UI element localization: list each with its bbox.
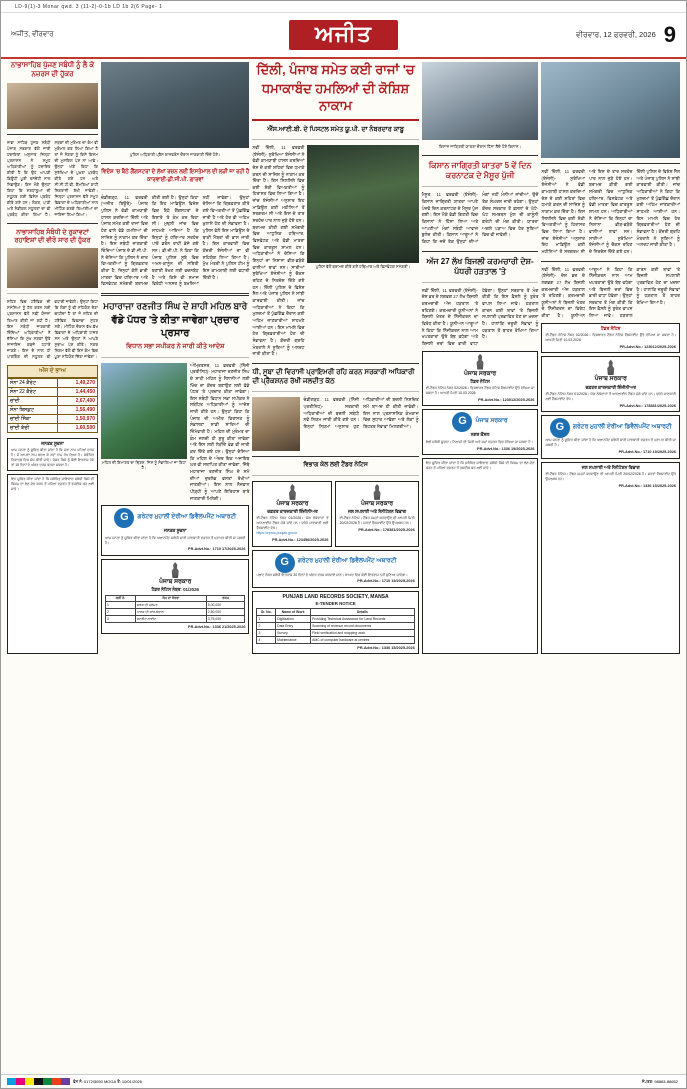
table-row (8, 396, 98, 405)
ad-col5-1-body: ਈ-ਟੈਂਡਰ ਨੋਟਿਸ ਨੰਬਰ 02/2026। ਵਿਸਥਾਰਤ ਟੈਂਡਰ ਨੋਟਿਸ ਵੈੱਬਸਾਈਟ ਉਤੇ ਵੇਖਿਆ ਜਾ ਸਕਦਾ ਹੈ। ਆਖਰੀ ਮਿਤੀ 10.03.2026 (545, 333, 676, 343)
ad-col5-gmada (541, 415, 680, 458)
ad-col5-1-ref: PR-Advt.No.: 123012/2025-2026 (619, 344, 676, 349)
gold-label: ਸੋਨਾ 24 ਕੈਰੇਟ (8, 378, 58, 387)
ad-a7-title: ਪੰਜਾਬ ਸਰਕਾਰ (475, 418, 508, 425)
col3-body-left: ਨਵੀਂ ਦਿੱਲੀ, 11 ਫਰਵਰੀ (ਏਜੰਸੀ)- ਸੁਰੱਖਿਆ ਏਜੰਸੀਆਂ ਨੇ ਵੱਡੀ ਕਾਮਯਾਬੀ ਹਾਸਲ ਕਰਦਿਆਂ ਦੇਸ਼ ਦੇ ਕਈ ਸ਼ਹਿਰਾਂ ਵਿਚ ਧਮਾਕੇ ਕਰਨ ਦੀ ਸਾਜ਼ਿਸ਼ ਨੂੰ ਨਾਕਾਮ ਕਰ ਦਿੱਤਾ ਹੈ। ਇਸ ਸਿਲਸਿਲੇ ਵਿਚ ਕਈ ਸ਼ੱਕੀ ਵਿਅਕਤੀਆਂ ਨੂੰ ਹਿਰਾਸਤ ਵਿਚ ਲਿਆ ਗਿਆ ਹੈ। ਜਾਂਚ ਏਜੰਸੀਆਂ ਅਨੁਸਾਰ ਇਹ ਮਾਡਿਊਲ ਕਈ ਮਹੀਨਿਆਂ ਤੋਂ ਸਰਗਰਮ ਸੀ ਅਤੇ ਇਸ ਦੇ ਤਾਰ ਸਰਹੱਦ ਪਾਰ ਨਾਲ ਜੁੜੇ ਹੋਏ ਹਨ। ਬਰਾਮਦ ਕੀਤੀ ਗਈ ਸਮੱਗਰੀ ਵਿਚ ਆਧੁਨਿਕ ਹਥਿਆਰ, ਵਿਸਫੋਟਕ ਅਤੇ ਵੱਡੀ ਮਾਤਰਾ ਵਿਚ ਕਾਰਤੂਸ ਸ਼ਾਮਲ ਹਨ। ਅਧਿਕਾਰੀਆਂ ਨੇ ਦੱਸਿਆ ਕਿ ਇਨ੍ਹਾਂ ਦਾ ਨਿਸ਼ਾਨਾ ਭੀੜ-ਭੜੱਕੇ ਵਾਲੀਆਂ ਥਾਵਾਂ ਸਨ। ਸਾਰੀਆਂ ਸੁਰੱਖਿਆ ਏਜੰਸੀਆਂ ਨੂੰ ਚੌਕਸ ਰਹਿਣ ਦੇ ਨਿਰਦੇਸ਼ ਦਿੱਤੇ ਗਏ ਹਨ। ਦਿੱਲੀ ਪੁਲਿਸ ਦੇ ਵਿਸ਼ੇਸ਼ ਸੈੱਲ ਅਤੇ ਪੰਜਾਬ ਪੁਲਿਸ ਨੇ ਸਾਂਝੀ ਕਾਰਵਾਈ ਕੀਤੀ। ਜਾਂਚ ਅਧਿਕਾਰੀਆਂ ਨੇ ਕਿਹਾ ਕਿ ਮੁਲਜ਼ਮਾਂ ਤੋਂ ਪੁੱਛਗਿੱਛ ਦੌਰਾਨ ਕਈ ਅਹਿਮ ਜਾਣਕਾਰੀਆਂ ਸਾਹਮਣੇ ਆਈਆਂ ਹਨ। ਇਸ ਮਾਮਲੇ ਵਿਚ ਹੋਰ ਗ੍ਰਿਫ਼ਤਾਰੀਆਂ ਹੋਣ ਦੀ ਸੰਭਾਵਨਾ ਹੈ। ਕੇਂਦਰੀ ਗ੍ਰਹਿ ਮੰਤਰਾਲੇ ਨੇ ਸੂਬਿਆਂ ਨੂੰ ਅਲਰਟ ਜਾਰੀ ਕੀਤਾ ਹੈ। (252, 144, 305, 357)
ad-a5-table (256, 608, 414, 644)
masthead-center (181, 20, 506, 50)
ad-col5-bottom-body: ਈ-ਟੈਂਡਰ ਨੋਟਿਸ। ਟੈਂਡਰ ਜਮ੍ਹਾਂ ਕਰਵਾਉਣ ਦੀ ਆਖਰੀ ਮਿਤੀ 20/02/2026 ਹੈ। ਸ਼ਰਤਾਂ ਵੈੱਬਸਾਈਟ ਉਤੇ ਉਪਲਬਧ ਹਨ। (545, 471, 676, 481)
footer-phone: ਸੰਪਰਕ: 98883-88652 (641, 1079, 678, 1084)
national-emblem-icon (604, 359, 618, 375)
cell: AMC of computer hardware at centres (311, 637, 415, 644)
ad-a8-table (105, 595, 245, 624)
national-emblem-icon (473, 354, 487, 370)
ad-gmada-1 (101, 505, 249, 556)
ad-tender-a7 (422, 409, 539, 455)
table-row (8, 414, 98, 423)
ad-a2-ref: PR-Advt.No.: 178381/2025-2026 (358, 528, 415, 533)
ad-gmada-1-sub: ਜਨਤਕ ਸੂਚਨਾ (163, 528, 187, 534)
table-row (257, 623, 414, 630)
col1-public-notice-ad (7, 438, 98, 471)
national-emblem-icon (168, 562, 182, 578)
col1-classified-block (7, 474, 98, 655)
date-line: ਵੀਰਵਾਰ, 12 ਫਰਵਰੀ, 2026 (576, 30, 656, 39)
gold-label: ਚਾਂਦੀ ਸਿੱਕਾ (8, 414, 58, 423)
ad-a1-body: ਈ-ਟੈਂਡਰ ਨੋਟਿਸ ਨੰਬਰ 01/2026। ਯੋਗ ਠੇਕੇਦਾਰਾਂ ਤੋਂ ਆਨਲਾਈਨ ਟੈਂਡਰ ਮੰਗੇ ਜਾਂਦੇ ਹਨ। ਵਧੇਰੇ ਜਾਣਕਾਰੀ ਲਈ ਵੈੱਬਸਾਈਟ ਵੇਖੋ। (256, 516, 329, 531)
cell: Maintenance (276, 637, 311, 644)
col4-headline-1: ਕਿਸਾਨ ਜਾਗ੍ਰਿਤੀ ਯਾਤਰਾ 5 ਵੇਂ ਦਿਨ ਕਰਨਾਟਕ ਦੇ ਮੈਸੂਰ ਪੁੱਜੀ (428, 161, 532, 181)
ad-punjab-govt-tender-a8 (101, 559, 249, 634)
table-row (106, 609, 245, 616)
col4-photo-caption: ਕਿਸਾਨ ਜਾਗ੍ਰਿਤੀ ਯਾਤਰਾ ਦੌਰਾਨ ਹਿੱਸਾ ਲੈਂਦੇ ਹੋਏ ਕਿਸਾਨ। (438, 144, 522, 149)
ad-a5-sub: E-TENDER NOTICE (315, 600, 356, 606)
footer-text: ਫੋਨ ਨੰ: 0172/5050 MOGA ਤੋਂ: 10/01/2026 (73, 1079, 142, 1084)
notice-text: ਆਮ ਜਨਤਾ ਨੂੰ ਸੂਚਿਤ ਕੀਤਾ ਜਾਂਦਾ ਹੈ ਕਿ ਮੇਰਾ ਨਾਮ ਪਹਿਲਾਂ ਦਰਜ ਹੈ। ਮੈਂ ਆਪਣਾ ਨਾਮ ਬਦਲ ਕੇ ਨਵਾਂ ਨਾਮ ਰੱਖ ਲਿਆ ਹੈ। ਸਬੰਧਿਤ ਰਿਕਾਰਡ ਵਿਚ ਸੋਧ ਕੀਤੀ ਜਾਵੇ। ਜੇਕਰ ਕਿਸੇ ਨੂੰ ਕੋਈ ਇਤਰਾਜ਼ ਹੋਵੇ ਤਾਂ 15 ਦਿਨਾਂ ਦੇ ਅੰਦਰ ਦਰਜ ਕਰਵਾ ਸਕਦਾ ਹੈ। (11, 448, 95, 467)
cell: 3 (106, 616, 136, 623)
masthead-right (506, 22, 676, 48)
col5-body-1: ਨਵੀਂ ਦਿੱਲੀ, 11 ਫਰਵਰੀ (ਏਜੰਸੀ)- ਸੁਰੱਖਿਆ ਏਜੰਸੀਆਂ ਨੇ ਵੱਡੀ ਕਾਮਯਾਬੀ ਹਾਸਲ ਕਰਦਿਆਂ ਦੇਸ਼ ਦੇ ਕਈ ਸ਼ਹਿਰਾਂ ਵਿਚ ਧਮਾਕੇ ਕਰਨ ਦੀ ਸਾਜ਼ਿਸ਼ ਨੂੰ ਨਾਕਾਮ ਕਰ ਦਿੱਤਾ ਹੈ। ਇਸ ਸਿਲਸਿਲੇ ਵਿਚ ਕਈ ਸ਼ੱਕੀ ਵਿਅਕਤੀਆਂ ਨੂੰ ਹਿਰਾਸਤ ਵਿਚ ਲਿਆ ਗਿਆ ਹੈ। ਜਾਂਚ ਏਜੰਸੀਆਂ ਅਨੁਸਾਰ ਇਹ ਮਾਡਿਊਲ ਕਈ ਮਹੀਨਿਆਂ ਤੋਂ ਸਰਗਰਮ ਸੀ ਅਤੇ ਇਸ ਦੇ ਤਾਰ ਸਰਹੱਦ ਪਾਰ ਨਾਲ ਜੁੜੇ ਹੋਏ ਹਨ। ਬਰਾਮਦ ਕੀਤੀ ਗਈ ਸਮੱਗਰੀ ਵਿਚ ਆਧੁਨਿਕ ਹਥਿਆਰ, ਵਿਸਫੋਟਕ ਅਤੇ ਵੱਡੀ ਮਾਤਰਾ ਵਿਚ ਕਾਰਤੂਸ ਸ਼ਾਮਲ ਹਨ। ਅਧਿਕਾਰੀਆਂ ਨੇ ਦੱਸਿਆ ਕਿ ਇਨ੍ਹਾਂ ਦਾ ਨਿਸ਼ਾਨਾ ਭੀੜ-ਭੜੱਕੇ ਵਾਲੀਆਂ ਥਾਵਾਂ ਸਨ। ਸਾਰੀਆਂ ਸੁਰੱਖਿਆ ਏਜੰਸੀਆਂ ਨੂੰ ਚੌਕਸ ਰਹਿਣ ਦੇ ਨਿਰਦੇਸ਼ ਦਿੱਤੇ ਗਏ ਹਨ। ਦਿੱਲੀ ਪੁਲਿਸ ਦੇ ਵਿਸ਼ੇਸ਼ ਸੈੱਲ ਅਤੇ ਪੰਜਾਬ ਪੁਲਿਸ ਨੇ ਸਾਂਝੀ ਕਾਰਵਾਈ ਕੀਤੀ। ਜਾਂਚ ਅਧਿਕਾਰੀਆਂ ਨੇ ਕਿਹਾ ਕਿ ਮੁਲਜ਼ਮਾਂ ਤੋਂ ਪੁੱਛਗਿੱਛ ਦੌਰਾਨ ਕਈ ਅਹਿਮ ਜਾਣਕਾਰੀਆਂ ਸਾਹਮਣੇ ਆਈਆਂ ਹਨ। ਇਸ ਮਾਮਲੇ ਵਿਚ ਹੋਰ ਗ੍ਰਿਫ਼ਤਾਰੀਆਂ ਹੋਣ ਦੀ ਸੰਭਾਵਨਾ ਹੈ। ਕੇਂਦਰੀ ਗ੍ਰਹਿ ਮੰਤਰਾਲੇ ਨੇ ਸੂਬਿਆਂ ਨੂੰ ਅਲਰਟ ਜਾਰੀ ਕੀਤਾ ਹੈ। (541, 169, 680, 254)
cell: Scanning of revenue record documents (311, 623, 415, 630)
gold-value: 1,50,970 (58, 414, 98, 423)
table-row (8, 405, 98, 414)
gold-value: 1,49,270 (58, 378, 98, 387)
col2-photo-caption: ਪੁਲਿਸ ਅਧਿਕਾਰੀ ਪ੍ਰੈਸ ਕਾਨਫਰੰਸ ਦੌਰਾਨ ਜਾਣਕਾਰੀ ਦਿੰਦੇ ਹੋਏ। (129, 152, 221, 157)
gold-label: ਸੋਨਾ ਬਿਸਕੁਟ (8, 405, 58, 414)
col2-headline-2a: ਮਹਾਰਾਜਾ ਰਣਜੀਤ ਸਿੰਘ ਦੇ ਸ਼ਾਹੀ ਮਹਿਲ ਬਾਰੇ (103, 300, 248, 311)
ad-col5-gmada-title: ਗਰੇਟਰ ਮੁਹਾਲੀ ਏਰੀਆ ਡਿਵੈਲਪਮੈਂਟ ਅਥਾਰਟੀ (572, 424, 672, 431)
ad-a6-ref: PR-Advt.No.: 123012/2025-2026 (478, 397, 535, 402)
col5-top-photo (541, 62, 680, 158)
ad-tender-a1 (252, 481, 332, 547)
ad-a7-body: ਬੋਲੀ ਸਬੰਧੀ ਸੂਚਨਾ। ਨਿਲਾਮੀ ਦੀ ਮਿਤੀ ਅਤੇ ਸਮਾਂ ਦਫ਼ਤਰ ਵਿਚ ਵੇਖਿਆ ਜਾ ਸਕਦਾ ਹੈ। (425, 439, 533, 444)
ad-a8-title: ਪੰਜਾਬ ਸਰਕਾਰ (159, 578, 192, 585)
page-number: 9 (663, 22, 676, 47)
col3-headline-2: ਧੀ, ਸੂਬਾ ਦੀ ਵਿਰਾਸੀ ਪ੍ਰਾਇਮਰੀ ਰਹਿ ਕਰਨ ਸਰਕਾਰੀ ਅਧਿਕਾਰੀ ਦੀ ਪ੍ਰੈੱਕਸ਼ਨਰ ਰੱਖੀ ਜਲਦੀਤ ਕੱਠ (252, 368, 415, 385)
gmada-logo-icon: G (550, 418, 570, 438)
col2-article-2-body: ਅੰਮ੍ਰਿਤਸਰ, 11 ਫਰਵਰੀ (ਨਿੱਜੀ ਪ੍ਰਤੀਨਿਧ)- ਮਹਾਰਾਜਾ ਰਣਜੀਤ ਸਿੰਘ ਦੇ ਸ਼ਾਹੀ ਮਹਿਲ ਨੂੰ ਸੈਲਾਨੀਆਂ ਲਈ ਖਿੱਚ ਦਾ ਕੇਂਦਰ ਬਣਾਉਣ ਲਈ ਵੱਡੇ ਪੱਧਰ 'ਤੇ ਪ੍ਰਚਾਰ ਕੀਤਾ ਜਾਵੇਗਾ। ਇਸ ਸਬੰਧੀ ਵਿਧਾਨ ਸਭਾ ਸਪੀਕਰ ਨੇ ਸਬੰਧਿਤ ਅਧਿਕਾਰੀਆਂ ਨੂੰ ਆਦੇਸ਼ ਜਾਰੀ ਕੀਤੇ ਹਨ। ਉਨ੍ਹਾਂ ਕਿਹਾ ਕਿ ਪੰਜਾਬ ਦੀ ਅਮੀਰ ਵਿਰਾਸਤ ਨੂੰ ਸੰਭਾਲਣਾ ਸਾਡੀ ਸਾਰਿਆਂ ਦੀ ਜ਼ਿੰਮੇਵਾਰੀ ਹੈ। ਮਹਿਲ ਦੀ ਮੁਰੰਮਤ ਦਾ ਕੰਮ ਜਲਦੀ ਹੀ ਸ਼ੁਰੂ ਕੀਤਾ ਜਾਵੇਗਾ ਅਤੇ ਇਸ ਲਈ ਲੋੜੀਂਦੇ ਫੰਡ ਵੀ ਜਾਰੀ ਕਰ ਦਿੱਤੇ ਗਏ ਹਨ। ਉਨ੍ਹਾਂ ਦੱਸਿਆ ਕਿ ਮਹਿਲ ਦੇ ਅੰਦਰ ਇਕ ਅਜਾਇਬ ਘਰ ਵੀ ਸਥਾਪਿਤ ਕੀਤਾ ਜਾਵੇਗਾ, ਜਿੱਥੇ ਮਹਾਰਾਜਾ ਰਣਜੀਤ ਸਿੰਘ ਦੇ ਸਮੇਂ ਦੀਆਂ ਦੁਰਲੱਭ ਵਸਤਾਂ ਰੱਖੀਆਂ ਜਾਣਗੀਆਂ। ਇਸ ਨਾਲ ਨੌਜਵਾਨ ਪੀੜ੍ਹੀ ਨੂੰ ਆਪਣੇ ਇਤਿਹਾਸ ਬਾਰੇ ਜਾਣਕਾਰੀ ਮਿਲੇਗੀ। (190, 362, 250, 501)
ad-gmada-1-title: ਗਰੇਟਰ ਮੁਹਾਲੀ ਏਰੀਆ ਡਿਵੈਲਪਮੈਂਟ ਅਥਾਰਟੀ (137, 514, 237, 521)
col3-portrait-photo (252, 397, 300, 451)
cell: Digitization (276, 616, 311, 623)
ad-a1-website[interactable]: https://eproc.punjab.gov.in (256, 531, 298, 536)
ad-col5-tender-1 (541, 323, 680, 354)
gold-label: ਚਾਂਦੀ (8, 396, 58, 405)
cell: 3 (257, 630, 276, 637)
ad-col5-2-body: ਈ-ਟੈਂਡਰ ਨੋਟਿਸ ਨੰਬਰ 01/2026। ਯੋਗ ਠੇਕੇਦਾਰਾਂ ਤੋਂ ਆਨਲਾਈਨ ਟੈਂਡਰ ਮੰਗੇ ਜਾਂਦੇ ਹਨ। ਵਧੇਰੇ ਜਾਣਕਾਰੀ ਲਈ ਵੈੱਬਸਾਈਟ ਵੇਖੋ। (545, 392, 676, 401)
col4-headline-2: ਅੱਜ 27 ਲੱਖ ਬਿਜਲੀ ਕਰਮਚਾਰੀ ਦੇਸ਼-ਪੱਧਰੀ ਹੜਤਾਲ 'ਤੇ (426, 256, 534, 276)
col4-article-2-body: ਨਵੀਂ ਦਿੱਲੀ, 11 ਫਰਵਰੀ (ਏਜੰਸੀ)- ਦੇਸ਼ ਭਰ ਦੇ ਲਗਭਗ 27 ਲੱਖ ਬਿਜਲੀ ਕਰਮਚਾਰੀ ਅੱਜ ਹੜਤਾਲ 'ਤੇ ਰਹਿਣਗੇ। ਕਰਮਚਾਰੀ ਯੂਨੀਅਨਾਂ ਨੇ ਬਿਜਲੀ ਖੇਤਰ ਦੇ ਨਿੱਜੀਕਰਨ ਦਾ ਵਿਰੋਧ ਕੀਤਾ ਹੈ। ਯੂਨੀਅਨ ਆਗੂਆਂ ਨੇ ਕਿਹਾ ਕਿ ਨਿੱਜੀਕਰਨ ਨਾਲ ਆਮ ਖਪਤਕਾਰਾਂ ਉਤੇ ਬੋਝ ਵਧੇਗਾ ਅਤੇ ਬਿਜਲੀ ਦਰਾਂ ਵਿਚ ਭਾਰੀ ਵਾਧਾ ਹੋਵੇਗਾ। ਉਨ੍ਹਾਂ ਸਰਕਾਰ ਤੋਂ ਮੰਗ ਕੀਤੀ ਕਿ ਇਸ ਫ਼ੈਸਲੇ ਨੂੰ ਤੁਰੰਤ ਵਾਪਸ ਲਿਆ ਜਾਵੇ। ਹੜਤਾਲ ਕਾਰਨ ਕਈ ਥਾਵਾਂ 'ਤੇ ਬਿਜਲੀ ਸਪਲਾਈ ਪ੍ਰਭਾਵਿਤ ਹੋਣ ਦਾ ਖ਼ਦਸ਼ਾ ਹੈ। ਹਾਲਾਂਕਿ ਜ਼ਰੂਰੀ ਸੇਵਾਵਾਂ ਨੂੰ ਹੜਤਾਲ ਤੋਂ ਬਾਹਰ ਰੱਖਿਆ ਗਿਆ ਹੈ। (421, 287, 539, 346)
table-row (8, 423, 98, 432)
cell: 2,50,000 (206, 609, 245, 616)
col3-seized-weapons-photo (307, 145, 418, 263)
ad-a2-title: ਪੰਜਾਬ ਸਰਕਾਰ (360, 500, 394, 507)
main-headline-line1: ਦਿੱਲੀ, ਪੰਜਾਬ ਸਮੇਤ ਕਈ ਰਾਜਾਂ 'ਚ (256, 62, 415, 77)
ad-tender-a2 (335, 481, 418, 547)
gold-value: 2,67,400 (58, 396, 98, 405)
table-row (106, 616, 245, 623)
col2-subhead-2: ਵਿਧਾਨ ਸਭਾ ਸਪੀਕਰ ਨੇ ਜਾਰੀ ਕੀਤੇ ਆਦੇਸ਼ (125, 343, 225, 351)
ad-tender-a6 (422, 351, 539, 407)
cell: 1 (257, 616, 276, 623)
gold-value: 1,60,500 (58, 423, 98, 432)
col4-filler-notice (422, 458, 539, 654)
table-row (257, 616, 414, 623)
ad-col5-gmada-ref: PR-Advt.No.: 1710 19/2025-2026 (618, 450, 676, 455)
column-4 (422, 62, 539, 654)
col2-kicker: ਵਿਦੇਸ਼ 'ਚ ਬੈਠੇ ਗੈਂਗਸਟਰਾਂ ਦੇ ਲੱਖਾਂ ਰਚਨ ਲਈ ਇਸਤੇਮਾਲ ਦੀ ਲੜੀ ਜਾ ਰਹੀ ਹੈ ਕਾਰਵਾਈ-ਡੀ.ਜੀ.ਪੀ. ਗਾਰਵਾਂ (101, 169, 250, 183)
table-row (8, 378, 98, 387)
ad-col5-gmada-body: ਆਮ ਜਨਤਾ ਨੂੰ ਸੂਚਿਤ ਕੀਤਾ ਜਾਂਦਾ ਹੈ ਕਿ ਅਲਾਟਮੈਂਟ ਸਬੰਧੀ ਸਾਰੀ ਜਾਣਕਾਰੀ ਦਫ਼ਤਰ ਤੋਂ ਪ੍ਰਾਪਤ ਕੀਤੀ ਜਾ ਸਕਦੀ ਹੈ। (545, 438, 676, 448)
ad-gmada-1-ref: PR-Advt.No.: 1710 17/2025-2026 (188, 547, 246, 552)
column-5 (541, 62, 680, 654)
cell: 5,00,000 (206, 602, 245, 609)
masthead-left-text: ਅਜੀਤ, ਵੀਰਵਾਰ (11, 30, 54, 38)
cell: 4 (257, 637, 276, 644)
ad-col5-tender-2 (541, 356, 680, 412)
cell: Data Entry (276, 623, 311, 630)
cell: Survey (276, 630, 311, 637)
col3-article-2-body: ਚੰਡੀਗੜ੍ਹ, 11 ਫਰਵਰੀ (ਨਿੱਜੀ ਪ੍ਰਤੀਨਿਧ)- ਸਰਕਾਰੀ ਅਧਿਕਾਰੀਆਂ ਦੀ ਬਦਲੀ ਸਬੰਧੀ ਨਵੇਂ ਨਿਯਮ ਜਾਰੀ ਕੀਤੇ ਗਏ ਹਨ। ਇਨ੍ਹਾਂ ਨਿਯਮਾਂ ਅਨੁਸਾਰ ਹੁਣ ਅਧਿਕਾਰੀਆਂ ਦੀ ਬਦਲੀ ਨਿਸ਼ਚਿਤ ਸਮੇਂ ਬਾਅਦ ਹੀ ਕੀਤੀ ਜਾਵੇਗੀ। ਇਸ ਨਾਲ ਪ੍ਰਸ਼ਾਸਨਿਕ ਕੰਮਕਾਜ ਵਿਚ ਸੁਧਾਰ ਆਵੇਗਾ ਅਤੇ ਲੋਕਾਂ ਨੂੰ ਬਿਹਤਰ ਸੇਵਾਵਾਂ ਮਿਲਣਗੀਆਂ। (303, 397, 419, 429)
newspaper-logo: ਅਜੀਤ (289, 20, 398, 50)
table-header-row (106, 595, 245, 602)
col1-headline-2: ਨਾਭਾਸਾਹਿਬ ਸੰਬੰਧੀ ਦੇ ਰੁਕਾਵਟਾਂ ਰਹਾਇਸ਼ਾਂ ਦੀ ਵੀਰੋ ਸਾਰ ਦੀ ਹੁੱਕਰ (14, 229, 91, 245)
ad-col5-bottom-sub: ਜਲ ਸਪਲਾਈ ਅਤੇ ਸੈਨੀਟੇਸ਼ਨ ਵਿਭਾਗ (581, 464, 640, 470)
cell: 2 (257, 623, 276, 630)
col2-article-body: ਚੰਡੀਗੜ੍ਹ, 11 ਫਰਵਰੀ (ਅਜੀਤ ਬਿਊਰੋ)- ਪੰਜਾਬ ਪੁਲਿਸ ਨੇ ਵੱਡੀ ਕਾਮਯਾਬੀ ਹਾਸਲ ਕਰਦਿਆਂ ਦਿੱਲੀ ਅਤੇ ਪੰਜਾਬ ਸਮੇਤ ਕਈ ਰਾਜਾਂ ਵਿਚ ਹੋਣ ਵਾਲੇ ਵੱਡੇ ਹਮਲਿਆਂ ਦੀ ਸਾਜ਼ਿਸ਼ ਨੂੰ ਨਾਕਾਮ ਕਰ ਦਿੱਤਾ ਹੈ। ਇਸ ਸਬੰਧੀ ਜਾਣਕਾਰੀ ਦਿੰਦਿਆਂ ਪੰਜਾਬ ਦੇ ਡੀ.ਜੀ.ਪੀ. ਨੇ ਦੱਸਿਆ ਕਿ ਪੁਲਿਸ ਨੇ ਚਾਰ ਵਿਅਕਤੀਆਂ ਨੂੰ ਗ੍ਰਿਫ਼ਤਾਰ ਕੀਤਾ ਹੈ, ਜਿਨ੍ਹਾਂ ਕੋਲੋਂ ਭਾਰੀ ਮਾਤਰਾ ਵਿਚ ਹਥਿਆਰ ਅਤੇ ਵਿਸਫੋਟਕ ਸਮੱਗਰੀ ਬਰਾਮਦ ਕੀਤੀ ਗਈ ਹੈ। ਉਨ੍ਹਾਂ ਕਿਹਾ ਕਿ ਇਹ ਮਾਡਿਊਲ ਵਿਦੇਸ਼ ਵਿਚ ਬੈਠੇ ਗੈਂਗਸਟਰਾਂ ਦੇ ਇਸ਼ਾਰੇ 'ਤੇ ਕੰਮ ਕਰ ਰਿਹਾ ਸੀ। ਮੁਢਲੀ ਜਾਂਚ ਵਿਚ ਸਾਹਮਣੇ ਆਇਆ ਹੈ ਕਿ ਇਨ੍ਹਾਂ ਨੂੰ ਹਥਿਆਰ ਸਰਹੱਦ ਪਾਰੋਂ ਡਰੋਨ ਰਾਹੀਂ ਭੇਜੇ ਗਏ ਸਨ। ਡੀ.ਜੀ.ਪੀ. ਨੇ ਕਿਹਾ ਕਿ ਪੰਜਾਬ ਪੁਲਿਸ ਸੂਬੇ ਵਿਚ ਅਮਨ-ਕਾਨੂੰਨ ਦੀ ਸਥਿਤੀ ਬਣਾਈ ਰੱਖਣ ਲਈ ਵਚਨਬੱਧ ਹੈ ਅਤੇ ਕਿਸੇ ਵੀ ਸਮਾਜ ਵਿਰੋਧੀ ਅਨਸਰ ਨੂੰ ਬਖ਼ਸ਼ਿਆ ਨਹੀਂ ਜਾਵੇਗਾ। ਉਨ੍ਹਾਂ ਦੱਸਿਆ ਕਿ ਗ੍ਰਿਫ਼ਤਾਰ ਕੀਤੇ ਗਏ ਵਿਅਕਤੀਆਂ ਤੋਂ ਪੁੱਛਗਿੱਛ ਜਾਰੀ ਹੈ ਅਤੇ ਹੋਰ ਵੀ ਅਹਿਮ ਖ਼ੁਲਾਸੇ ਹੋਣ ਦੀ ਸੰਭਾਵਨਾ ਹੈ। ਪੁਲਿਸ ਵੱਲੋਂ ਇਸ ਮਾਡਿਊਲ ਦੇ ਬਾਕੀ ਮੈਂਬਰਾਂ ਦੀ ਭਾਲ ਜਾਰੀ ਹੈ। ਇਸ ਕਾਰਵਾਈ ਵਿਚ ਕੇਂਦਰੀ ਏਜੰਸੀਆਂ ਦਾ ਵੀ ਸਹਿਯੋਗ ਲਿਆ ਗਿਆ ਹੈ। ਮੁੱਖ ਮੰਤਰੀ ਨੇ ਪੁਲਿਸ ਟੀਮ ਨੂੰ ਇਸ ਕਾਮਯਾਬੀ ਲਈ ਵਧਾਈ ਦਿੱਤੀ ਹੈ। (101, 194, 250, 287)
cell: ਸੜਕ ਦੀ ਮੁਰੰਮਤ (135, 602, 206, 609)
gold-value: 1,44,450 (58, 387, 98, 396)
color-calibration-bar (7, 1078, 70, 1085)
ad-a8-sub: ਟੈਂਡਰ ਨੋਟਿਸ ਨੰਬਰ: 01/2026 (151, 587, 199, 593)
col2-photo2-caption: ਮਹਿਲ ਦੀ ਇਮਾਰਤ ਦਾ ਦ੍ਰਿਸ਼, ਜਿਸ ਨੂੰ ਸੰਭਾਲਿਆ ਜਾ ਰਿਹਾ ਹੈ। (101, 459, 187, 470)
ad-a5-title: PUNJAB LAND RECORDS SOCIETY, MANSA (282, 593, 389, 600)
cell: 3,75,000 (206, 616, 245, 623)
masthead (1, 13, 686, 59)
council-logo-icon: G (452, 412, 472, 432)
gold-box-title: ਅੱਜ ਦੇ ਭਾਅ (7, 365, 98, 378)
col2-press-conference-photo (101, 62, 249, 148)
notice-title: ਜਨਤਕ ਸੂਚਨਾ (41, 440, 64, 446)
ad-gmada-2 (252, 550, 418, 588)
col2-palace-photo (101, 363, 187, 459)
col-header: Sr. No. (257, 609, 276, 616)
gmada-logo-icon: G (275, 553, 295, 573)
gold-rate-rows (8, 378, 98, 432)
ad-a8-ref: PR-Advt.No.: 1336 21/2025-2026 (188, 625, 246, 630)
ad-col5-1-sub: ਟੈਂਡਰ ਨੋਟਿਸ (600, 325, 621, 331)
gold-value: 1,56,490 (58, 405, 98, 414)
col1-headline-1: ਨਾਭਾਸਾਹਿਬ ਪੁੱਜਣ ਸਬੰਧੀ ਨੂੰ ਲੈ ਕੇ ਨਜ਼ਰਸ ਦੀ ਹੁੱਕਰ (10, 62, 95, 78)
col-header: ਰਕਮ (206, 595, 245, 602)
ad-col5-2-sub: ਦਫ਼ਤਰ ਕਾਰਜਕਾਰੀ ਇੰਜੀਨੀਅਰ (585, 384, 636, 390)
ad-col5-2-ref: PR-Advt.No.: 178381/2025-2026 (619, 403, 676, 408)
ad-a7-ref: PR-Advt.No.: 1336 19/2025-2026 (477, 446, 535, 451)
gmada-logo-icon: G (114, 508, 134, 528)
main-subhead: ਐੱਸ.ਆਈ.ਬੀ. ਦੇ ਪਿਸਟਲ ਸਮੇਤ ਯੂ.ਪੀ. ਦਾ ਨੰਬਰਦਾਰ ਕਾਬੂ (267, 125, 404, 133)
col-header: ਲੜੀ ਨੰ. (106, 595, 136, 602)
gold-label: ਸੋਨਾ 22 ਕੈਰੇਟ (8, 387, 58, 396)
cell: Providing Technical Assistance for Land Records (311, 616, 415, 623)
table-row (8, 387, 98, 396)
ad-gmada-1-body: ਆਮ ਜਨਤਾ ਨੂੰ ਸੂਚਿਤ ਕੀਤਾ ਜਾਂਦਾ ਹੈ ਕਿ ਅਲਾਟਮੈਂਟ ਸਬੰਧੀ ਸਾਰੀ ਜਾਣਕਾਰੀ ਦਫ਼ਤਰ ਤੋਂ ਪ੍ਰਾਪਤ ਕੀਤੀ ਜਾ ਸਕਦੀ ਹੈ। (105, 535, 246, 545)
cell: Field verification and mapping work (311, 630, 415, 637)
col1-article-1-body: ਨਾਭਾ ਸਾਹਿਬ ਪੁੱਜਣ ਸਬੰਧੀ ਪੰਜਾਬ ਸਰਕਾਰ ਵੱਲੋਂ ਜਾਰੀ ਹਦਾਇਤਾਂ ਅਨੁਸਾਰ ਜ਼ਿਲ੍ਹਾ ਪ੍ਰਸ਼ਾਸਨ ਨੇ ਸਮੂਹ ਅਧਿਕਾਰੀਆਂ ਨੂੰ ਹਦਾਇਤ ਕੀਤੀ ਹੈ ਕਿ ਉਹ ਆਪਣੀ ਡਿਊਟੀ ਪੂਰੀ ਤਨਦੇਹੀ ਨਾਲ ਨਿਭਾਉਣ। ਇਸ ਮੌਕੇ ਉਨ੍ਹਾਂ ਕਿਹਾ ਕਿ ਸ਼ਰਧਾਲੂਆਂ ਦੀ ਸਹੂਲਤ ਲਈ ਵਿਸ਼ੇਸ਼ ਪ੍ਰਬੰਧ ਕੀਤੇ ਗਏ ਹਨ। ਲੰਗਰ, ਪਾਣੀ ਅਤੇ ਮੈਡੀਕਲ ਸਹੂਲਤਾਂ ਦਾ ਵੀ ਪ੍ਰਬੰਧ ਕੀਤਾ ਗਿਆ ਹੈ। ਸੜਕਾਂ ਦੀ ਮੁਰੰਮਤ ਦਾ ਕੰਮ ਵੀ ਮੁਕੰਮਲ ਕਰ ਲਿਆ ਗਿਆ ਹੈ ਤਾਂ ਜੋ ਸੰਗਤਾਂ ਨੂੰ ਕਿਸੇ ਕਿਸਮ ਦੀ ਮੁਸ਼ਕਿਲ ਪੇਸ਼ ਨਾ ਆਵੇ। ਉਨ੍ਹਾਂ ਅੱਗੇ ਕਿਹਾ ਕਿ ਸੁਰੱਖਿਆ ਦੇ ਪੁਖ਼ਤਾ ਪ੍ਰਬੰਧ ਕੀਤੇ ਗਏ ਹਨ ਅਤੇ ਸੀ.ਸੀ.ਟੀ.ਵੀ. ਕੈਮਰਿਆਂ ਰਾਹੀਂ ਨਿਗਰਾਨੀ ਰੱਖੀ ਜਾਵੇਗੀ। ਜ਼ਿਲ੍ਹਾ ਪ੍ਰਸ਼ਾਸਨ ਵੱਲੋਂ ਸਮੂਹ ਵਿਭਾਗਾਂ ਦੇ ਅਧਿਕਾਰੀਆਂ ਨਾਲ ਮੀਟਿੰਗ ਕਰਕੇ ਤਿਆਰੀਆਂ ਦਾ ਜਾਇਜ਼ਾ ਲਿਆ ਗਿਆ। (7, 139, 99, 218)
ad-a1-sub: ਦਫ਼ਤਰ ਕਾਰਜਕਾਰੀ ਇੰਜੀਨੀਅਰ (267, 509, 318, 515)
ad-a4-title: ਗਰੇਟਰ ਮੁਹਾਲੀ ਏਰੀਆ ਡਿਵੈਲਪਮੈਂਟ ਅਥਾਰਟੀ (297, 558, 397, 565)
ad-a4-ref: PR-Advt.No.: 1710 19/2025-2026 (357, 579, 415, 584)
col-header: Name of Work (276, 609, 311, 616)
table-row (106, 602, 245, 609)
col3-photo-caption: ਪੁਲਿਸ ਵੱਲੋਂ ਬਰਾਮਦ ਕੀਤੇ ਗਏ ਹਥਿਆਰ ਅਤੇ ਵਿਸਫੋਟਕ ਸਮੱਗਰੀ। (315, 263, 411, 269)
col-header: Details (311, 609, 415, 616)
main-headline-line2: ਧਮਾਕਾਬੰਦ ਹਮਲਿਆਂ ਦੀ ਕੋਸ਼ਿਸ਼ ਨਾਕਾਮ (261, 81, 410, 113)
cell: 1 (106, 602, 136, 609)
col1-article-2-body: ਸ਼ਹਿਰ ਵਿਚ ਟਰੈਫਿਕ ਦੀ ਸਮੱਸਿਆ ਨੂੰ ਹੱਲ ਕਰਨ ਲਈ ਪ੍ਰਸ਼ਾਸਨ ਵੱਲੋਂ ਨਵੀਂ ਯੋਜਨਾ ਤਿਆਰ ਕੀਤੀ ਜਾ ਰਹੀ ਹੈ। ਇਸ ਸਬੰਧੀ ਜਾਣਕਾਰੀ ਦਿੰਦਿਆਂ ਅਧਿਕਾਰੀਆਂ ਨੇ ਦੱਸਿਆ ਕਿ ਮੁੱਖ ਸੜਕਾਂ ਉਤੇ ਨਾਜਾਇਜ਼ ਕਬਜ਼ੇ ਹਟਾਏ ਜਾਣਗੇ। ਇਸ ਦੇ ਨਾਲ ਹੀ ਪਾਰਕਿੰਗ ਦੀ ਸਹੂਲਤ ਵੀ ਵਧਾਈ ਜਾਵੇਗੀ। ਉਨ੍ਹਾਂ ਕਿਹਾ ਕਿ ਲੋਕਾਂ ਨੂੰ ਵੀ ਸਹਿਯੋਗ ਦੇਣਾ ਚਾਹੀਦਾ ਹੈ ਤਾਂ ਜੋ ਸ਼ਹਿਰ ਦੀ ਟਰੈਫਿਕ ਵਿਵਸਥਾ ਸੁਧਰ ਸਕੇ। ਮੀਟਿੰਗ ਦੌਰਾਨ ਵੱਖ-ਵੱਖ ਵਿਭਾਗਾਂ ਦੇ ਅਧਿਕਾਰੀ ਹਾਜ਼ਰ ਸਨ ਅਤੇ ਉਨ੍ਹਾਂ ਨੇ ਆਪਣੇ ਸੁਝਾਅ ਪੇਸ਼ ਕੀਤੇ। ਨਗਰ ਨਿਗਮ ਵੱਲੋਂ ਵੀ ਇਸ ਕੰਮ ਵਿਚ ਪੂਰਾ ਸਹਿਯੋਗ ਦਿੱਤਾ ਜਾਵੇਗਾ। (7, 299, 99, 359)
col3-headline-3: ਵਿਭਾਗ ਕੋਲ ਲਈ ਟੈਂਡਰ ਨੋਟਿਸ (303, 462, 368, 469)
table-row (257, 637, 414, 644)
column-2 (101, 62, 249, 654)
column-3 (252, 62, 418, 654)
ad-a6-title: ਪੰਜਾਬ ਸਰਕਾਰ (463, 370, 497, 377)
ad-plrs-mansa (252, 591, 418, 655)
ad-col5-2-title: ਪੰਜਾਬ ਸਰਕਾਰ (594, 376, 627, 383)
cell: 2 (106, 609, 136, 616)
col5-body-2: ਨਵੀਂ ਦਿੱਲੀ, 11 ਫਰਵਰੀ (ਏਜੰਸੀ)- ਦੇਸ਼ ਭਰ ਦੇ ਲਗਭਗ 27 ਲੱਖ ਬਿਜਲੀ ਕਰਮਚਾਰੀ ਅੱਜ ਹੜਤਾਲ 'ਤੇ ਰਹਿਣਗੇ। ਕਰਮਚਾਰੀ ਯੂਨੀਅਨਾਂ ਨੇ ਬਿਜਲੀ ਖੇਤਰ ਦੇ ਨਿੱਜੀਕਰਨ ਦਾ ਵਿਰੋਧ ਕੀਤਾ ਹੈ। ਯੂਨੀਅਨ ਆਗੂਆਂ ਨੇ ਕਿਹਾ ਕਿ ਨਿੱਜੀਕਰਨ ਨਾਲ ਆਮ ਖਪਤਕਾਰਾਂ ਉਤੇ ਬੋਝ ਵਧੇਗਾ ਅਤੇ ਬਿਜਲੀ ਦਰਾਂ ਵਿਚ ਭਾਰੀ ਵਾਧਾ ਹੋਵੇਗਾ। ਉਨ੍ਹਾਂ ਸਰਕਾਰ ਤੋਂ ਮੰਗ ਕੀਤੀ ਕਿ ਇਸ ਫ਼ੈਸਲੇ ਨੂੰ ਤੁਰੰਤ ਵਾਪਸ ਲਿਆ ਜਾਵੇ। ਹੜਤਾਲ ਕਾਰਨ ਕਈ ਥਾਵਾਂ 'ਤੇ ਬਿਜਲੀ ਸਪਲਾਈ ਪ੍ਰਭਾਵਿਤ ਹੋਣ ਦਾ ਖ਼ਦਸ਼ਾ ਹੈ। ਹਾਲਾਂਕਿ ਜ਼ਰੂਰੀ ਸੇਵਾਵਾਂ ਨੂੰ ਹੜਤਾਲ ਤੋਂ ਬਾਹਰ ਰੱਖਿਆ ਗਿਆ ਹੈ। (541, 266, 680, 319)
gold-label: ਚਾਂਦੀ ਕੱਚੀ (8, 423, 58, 432)
gold-rate-table (7, 378, 98, 433)
cell: ਪਾਰਕ ਦੀ ਸਾਂਭ-ਸੰਭਾਲ (135, 609, 206, 616)
ad-a5-ref: PR-Advt.No.: 1336 15/2025-2026 (357, 645, 415, 650)
print-registration-strip: LD-9(1)-3 Monar qwd. 3 (11-2)-0-1b LD 1b 2(6 Page- 1 (1, 1, 686, 13)
ad-col5-bottom (541, 462, 680, 655)
col1-portrait-photo (7, 83, 98, 129)
col-header: ਕੰਮ ਦਾ ਵੇਰਵਾ (135, 595, 206, 602)
ad-a1-title: ਪੰਜਾਬ ਸਰਕਾਰ (276, 500, 309, 507)
ad-col5-bottom-ref: PR-Advt.No.: 1336 15/2025-2026 (618, 483, 676, 488)
col4-article-1-body: ਮੈਸੂਰ, 11 ਫਰਵਰੀ (ਏਜੰਸੀ)- ਕਿਸਾਨ ਜਾਗ੍ਰਿਤੀ ਯਾਤਰਾ ਆਪਣੇ ਪੰਜਵੇਂ ਦਿਨ ਕਰਨਾਟਕ ਦੇ ਮੈਸੂਰ ਪੁੱਜ ਗਈ। ਇਸ ਮੌਕੇ ਵੱਡੀ ਗਿਣਤੀ ਵਿਚ ਕਿਸਾਨਾਂ ਨੇ ਹਿੱਸਾ ਲਿਆ ਅਤੇ ਆਪਣੀਆਂ ਮੰਗਾਂ ਸਬੰਧੀ ਆਵਾਜ਼ ਬੁਲੰਦ ਕੀਤੀ। ਕਿਸਾਨ ਆਗੂਆਂ ਨੇ ਕਿਹਾ ਕਿ ਜਦੋਂ ਤੱਕ ਉਨ੍ਹਾਂ ਦੀਆਂ ਮੰਗਾਂ ਨਹੀਂ ਮੰਨੀਆਂ ਜਾਂਦੀਆਂ, ਉਦੋਂ ਤੱਕ ਸੰਘਰਸ਼ ਜਾਰੀ ਰਹੇਗਾ। ਉਨ੍ਹਾਂ ਕੇਂਦਰ ਸਰਕਾਰ ਤੋਂ ਫ਼ਸਲਾਂ ਦੇ ਘੱਟੋ-ਘੱਟ ਸਮਰਥਨ ਮੁੱਲ ਦੀ ਕਾਨੂੰਨੀ ਗਰੰਟੀ ਦੀ ਮੰਗ ਕੀਤੀ। ਯਾਤਰਾ ਅਗਲੇ ਪੜਾਅ ਵਿਚ ਹੋਰ ਸੂਬਿਆਂ ਵਿਚ ਵੀ ਜਾਵੇਗੀ। (421, 192, 539, 244)
table-row (257, 630, 414, 637)
col4-filler-text: ਇਹ ਸੂਚਿਤ ਕੀਤਾ ਜਾਂਦਾ ਹੈ ਕਿ ਸਬੰਧਿਤ ਜਾਇਦਾਦ ਸਬੰਧੀ ਕਿਸੇ ਵੀ ਕਿਸਮ ਦਾ ਲੈਣ-ਦੇਣ ਕਰਨ ਤੋਂ ਪਹਿਲਾਂ ਦਫ਼ਤਰ ਤੋਂ ਤਸਦੀਕ ਕਰ ਲਈ ਜਾਵੇ। (425, 461, 535, 471)
col4-farmers-march-photo (422, 62, 539, 140)
ad-a6-body: ਈ-ਟੈਂਡਰ ਨੋਟਿਸ ਨੰਬਰ 02/2026। ਵਿਸਥਾਰਤ ਟੈਂਡਰ ਨੋਟਿਸ ਵੈੱਬਸਾਈਟ ਉਤੇ ਵੇਖਿਆ ਜਾ ਸਕਦਾ ਹੈ। ਆਖਰੀ ਮਿਤੀ 10.03.2026 (425, 386, 535, 395)
national-emblem-icon (370, 484, 384, 500)
ad-a7-sub: ਨਗਰ ਕੌਂਸਲ (470, 432, 490, 438)
ad-a2-sub: ਜਲ ਸਪਲਾਈ ਅਤੇ ਸੈਨੀਟੇਸ਼ਨ ਵਿਭਾਗ (348, 509, 407, 515)
column-1 (7, 62, 98, 654)
national-emblem-icon (285, 484, 299, 500)
cell: ਸਟਰੀਟ ਲਾਈਟ (135, 616, 206, 623)
col2-headline-2b: ਵੱਡੇ ਪੱਧਰ 'ਤੇ ਕੀਤਾ ਜਾਵੇਗਾ ਪ੍ਰਚਾਰ ਪ੍ਰਸਾਰ (111, 315, 239, 339)
footer-strip (1, 1074, 686, 1088)
page-content (1, 59, 686, 654)
ad-a6-sub: ਟੈਂਡਰ ਨੋਟਿਸ (470, 378, 490, 384)
ad-a2-body: ਈ-ਟੈਂਡਰ ਨੋਟਿਸ। ਟੈਂਡਰ ਜਮ੍ਹਾਂ ਕਰਵਾਉਣ ਦੀ ਆਖਰੀ ਮਿਤੀ 20/02/2026 ਹੈ। ਸ਼ਰਤਾਂ ਵੈੱਬਸਾਈਟ ਉਤੇ ਉਪਲਬਧ ਹਨ। (339, 516, 415, 526)
classified-text: ਇਹ ਸੂਚਿਤ ਕੀਤਾ ਜਾਂਦਾ ਹੈ ਕਿ ਸਬੰਧਿਤ ਜਾਇਦਾਦ ਸਬੰਧੀ ਕਿਸੇ ਵੀ ਕਿਸਮ ਦਾ ਲੈਣ-ਦੇਣ ਕਰਨ ਤੋਂ ਪਹਿਲਾਂ ਦਫ਼ਤਰ ਤੋਂ ਤਸਦੀਕ ਕਰ ਲਈ ਜਾਵੇ। (11, 476, 95, 491)
col1-portrait-photo-2 (7, 248, 98, 288)
gold-rate-box (7, 365, 98, 433)
ad-a4-body: ਪਲਾਟ ਨੰਬਰ ਸਬੰਧੀ ਇਤਰਾਜ਼ 30 ਦਿਨਾਂ ਦੇ ਅੰਦਰ ਦਰਜ ਕਰਵਾਏ ਜਾਣ। ਬਾਅਦ ਵਿਚ ਕੋਈ ਇਤਰਾਜ਼ ਨਹੀਂ ਸੁਣਿਆ ਜਾਵੇਗਾ। (256, 572, 408, 577)
ad-a1-ref: PR-Advt.No.: 123456/2025-2026 (272, 538, 329, 542)
table-header-row (257, 609, 414, 616)
